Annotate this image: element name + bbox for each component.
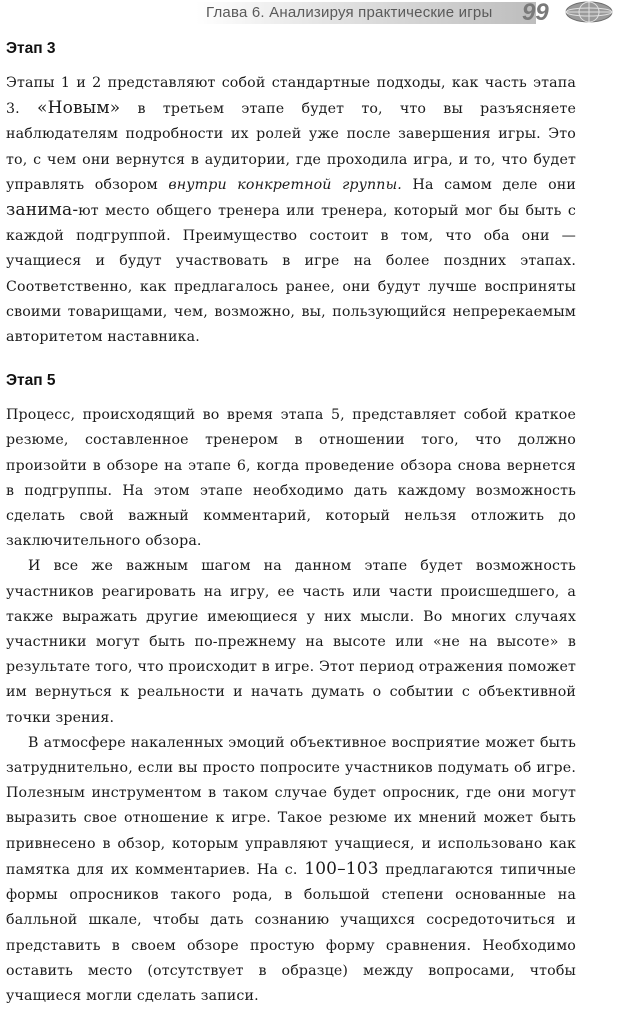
- chapter-title: Глава 6. Анализируя практические игры: [206, 4, 493, 21]
- emphasis-text: внутри конкретной группы.: [168, 176, 402, 193]
- paragraph-stage-3: Этапы 1 и 2 представляют собой стандартные подходы, как часть этапа 3. «Новым» в третьем этапе будет то, что вы разъясняете наблюдателям подробности их ролей уже после завершения игры. Это то, с чем они вернутся в аудитории, где проходила игра, и то, что будет управлять обзором внутри конкретной группы. На самом деле они занима-ют место общего тренера или тренера, который мог бы быть с каждой подгруппой. Преимущество состоит в том, что оба они — учащиеся и будут участвовать в игре на более поздних этапах. Соответственно, как предлагалось ранее, они будут лучше восприняты своими товарищами, чем, возможно, вы, пользующийся непререкаемым авторитетом наставника.: [6, 75, 576, 346]
- page-number: 99: [522, 0, 549, 26]
- paragraph-stage-5-1: Процесс, происходящий во время этапа 5, представляет собой краткое резюме, составленное тренером в отношении того, что должно произойти в обзоре на этапе 6, когда проведение обзора снова вернется в подгруппы. На этом этапе необходимо дать каждому возможность сделать свой важный комментарий, который нельзя отложить до заключительного обзора.: [6, 407, 576, 550]
- quoted-term: «Новым»: [37, 98, 121, 119]
- paragraph-stage-5-2: И все же важным шагом на данном этапе будет возможность участников реагировать на игру, ее часть или части происшедшего, а также выражать другие имеющиеся у них мысли. Во многих случаях участники могут быть по-прежнему на высоте или «не на высоте» в результате того, что происходит в игре. Этот период отражения поможет им вернуться к реальности и начать думать о событии с объективной точки зрения.: [6, 558, 576, 726]
- page-content: [6, 40, 576, 1009]
- section-heading-stage-5: Этап 5: [6, 372, 56, 390]
- running-head: [196, 0, 620, 26]
- section-heading-stage-3: Этап 3: [6, 40, 56, 57]
- globe-icon: [564, 1, 614, 23]
- page-reference: 100–103: [304, 858, 379, 879]
- paragraph-stage-5-3: В атмосфере накаленных эмоций объективное восприятие может быть затруднительно, если вы просто попросите участников подумать об игре. Полезным инструментом в таком случае будет опросник, где они могут выразить свое отношение к игре. Такое резюме их мнений может быть привнесено в обзор, которым управляют учащиеся, и использовано как памятка для их комментариев. На с. 100–103 предлагаются типичные формы опросников такого рода, в большой степени основанные на балльной шкале, чтобы дать сознанию учащихся сосредоточиться и представить в своем обзоре простую форму сравнения. Необходимо оставить место (отсутствует в образце) между вопросами, чтобы учащиеся могли сделать записи.: [6, 734, 576, 1004]
